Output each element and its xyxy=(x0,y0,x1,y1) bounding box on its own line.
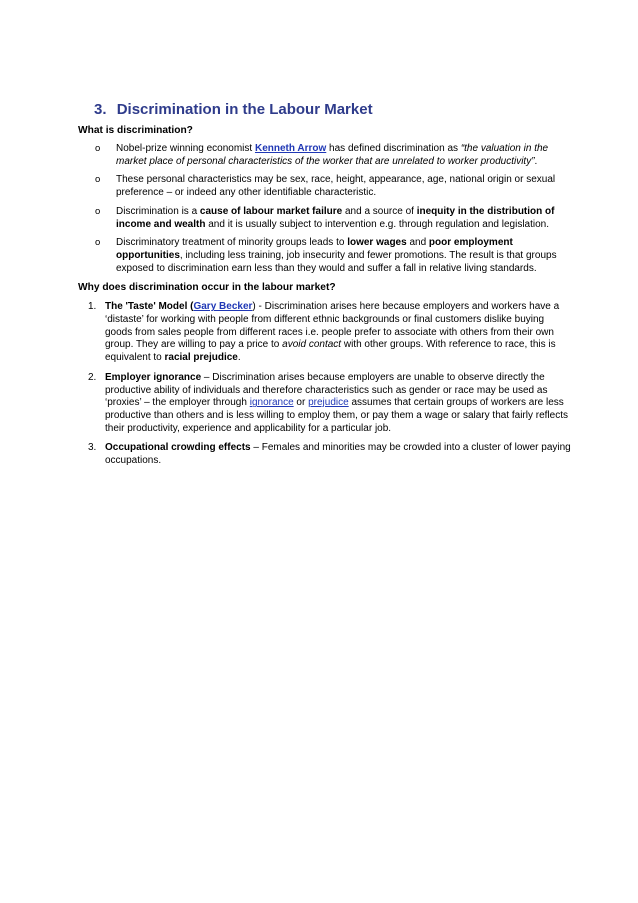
reason-text: or xyxy=(293,397,309,409)
reason-text: . xyxy=(237,352,241,364)
reason-number: 2. xyxy=(88,371,97,383)
bold-term: Employer ignorance xyxy=(105,371,202,383)
bullet-text: has defined discrimination as xyxy=(326,143,461,154)
reason-item xyxy=(78,372,572,436)
bold-term: The 'Taste' Model xyxy=(105,301,188,313)
prejudice-link[interactable]: prejudice xyxy=(308,397,349,409)
reason-text: ) - Discrimination arises here because employers and workers have a ‘distaste’ for working with people from different ethnic backgrounds or final customers dislike buying goods from sales people from different races i.e. people prefer to associate with others from their own group. They are willing to pay a price to xyxy=(105,301,560,351)
bullet-text: Nobel-prize winning economist xyxy=(116,143,255,154)
reason-text: – Females and minorities may be crowded into a cluster of lower paying occupations. xyxy=(105,442,571,467)
bullet-item xyxy=(78,206,572,231)
section-number: 3. xyxy=(94,101,107,118)
section-title-text: Discrimination in the Labour Market xyxy=(116,101,373,118)
bullet-item xyxy=(78,143,572,168)
bullet-text: These personal characteristics may be sex, race, height, appearance, age, national origin or sexual preference – or indeed any other identifiable characteristic. xyxy=(116,174,556,199)
arrow-definition-quote: “the valuation in the market place of personal characteristics of the worker that are unrelated to worker productivity” xyxy=(116,143,549,167)
bullet-text: and xyxy=(406,237,429,249)
section-title xyxy=(94,101,572,119)
bold-term: lower wages xyxy=(347,237,407,249)
reason-text: with other groups. With reference to race, this is equivalent to xyxy=(105,339,556,364)
reason-text: ( xyxy=(187,301,194,313)
bullet-marker: o xyxy=(95,237,101,249)
ignorance-link[interactable]: ignorance xyxy=(249,397,294,409)
bold-term: Occupational crowding effects xyxy=(105,442,251,454)
bullet-item xyxy=(78,237,572,275)
kenneth-arrow-link[interactable]: Kenneth Arrow xyxy=(254,143,327,154)
bullet-marker: o xyxy=(95,205,101,217)
bullet-text: and it is usually subject to intervention e.g. through regulation and legislation. xyxy=(205,218,550,230)
bullet-text: and a source of xyxy=(342,205,417,217)
bullet-item xyxy=(78,174,572,199)
bullet-text: Discriminatory treatment of minority groups leads to xyxy=(116,237,348,249)
bold-term: cause of labour market failure xyxy=(199,205,343,217)
reasons-numbered-list xyxy=(78,301,572,467)
bullet-marker: o xyxy=(95,174,101,186)
reason-item xyxy=(78,301,572,365)
reason-item xyxy=(78,442,572,467)
reason-number: 3. xyxy=(88,442,97,454)
bold-term: poor employment opportunities xyxy=(116,237,513,261)
bullet-text: . xyxy=(534,155,538,167)
bullet-marker: o xyxy=(95,143,101,154)
bullet-text: , including less training, job insecurity and fewer promotions. The result is that groups exposed to discrimination earn less than they would and suffer a fall in relative living standards. xyxy=(116,249,557,274)
reason-text: assumes that certain groups of workers are less productive than others and is less willing to employ them, or pay them a wage or salary that fairly reflects their productivity, experience and applicability for a particular job. xyxy=(105,397,568,434)
definition-bullet-list xyxy=(78,143,572,275)
gary-becker-link[interactable]: Gary Becker xyxy=(193,301,253,313)
question-what-is-discrimination: What is discrimination? xyxy=(78,125,193,136)
reason-text: – Discrimination arises because employers are unable to observe directly the productive ability of individuals and therefore characteristics such as gender or race may be used as ‘proxies’ – the employer through xyxy=(105,371,548,409)
italic-term: avoid contact xyxy=(282,339,342,351)
bullet-text: Discrimination is a xyxy=(116,205,200,217)
question-why-discrimination-occurs: Why does discrimination occur in the labour market? xyxy=(78,282,336,294)
reason-number: 1. xyxy=(88,301,97,313)
bold-term: inequity in the distribution of income and wealth xyxy=(116,205,555,230)
bold-term: racial prejudice xyxy=(164,352,238,364)
